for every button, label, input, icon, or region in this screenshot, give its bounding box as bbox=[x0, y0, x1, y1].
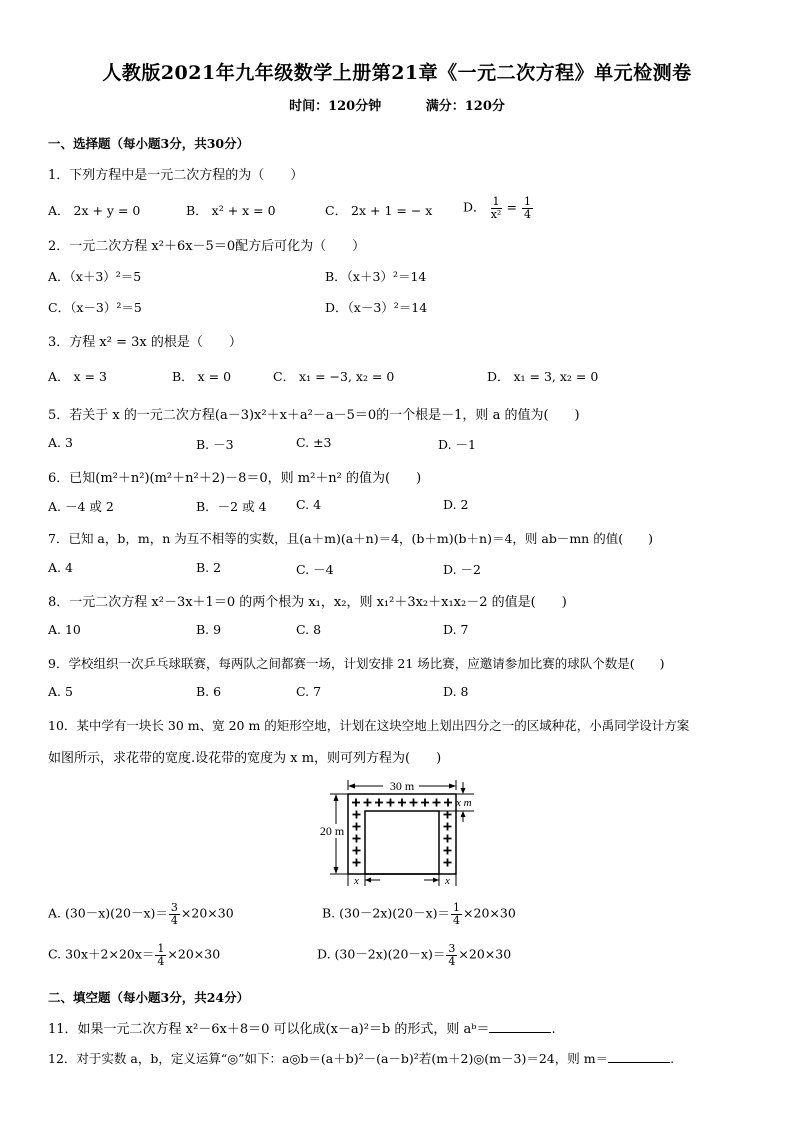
flower-mark bbox=[444, 823, 452, 831]
garden-figure bbox=[318, 776, 478, 888]
flower-mark bbox=[364, 799, 372, 807]
q5-option-b: B. －3 bbox=[196, 437, 234, 452]
question-10-stem-line1: 10．某中学有一块长 30 m、宽 20 m 的矩形空地，计划在这块空地上划出四分之一的区域种花，小禹同学设计方案 bbox=[48, 718, 690, 733]
section-heading-choice: 一、选择题（每小题3分，共30分） bbox=[48, 136, 250, 151]
question-9-stem: 9．学校组织一次乒乓球联赛，每两队之间都赛一场，计划安排 21 场比赛，应邀请参加比赛的球队个数是( ) bbox=[48, 656, 665, 671]
q2-option-a: A．（x＋3）²＝5 bbox=[48, 269, 142, 284]
q1-d-fraction-1: $\frac{1}{\text{x²}}$ bbox=[490, 195, 502, 221]
flower-mark bbox=[352, 799, 360, 807]
q6-option-c: C. 4 bbox=[296, 497, 322, 512]
q5-option-d: D. －1 bbox=[438, 437, 476, 452]
q10-option-d: D. (30－2x)(20－x)＝ $\frac{3}{4}$ ×20×30 bbox=[317, 942, 512, 968]
flower-mark bbox=[421, 799, 429, 807]
q2-option-d: D．（x－3）²＝14 bbox=[325, 300, 428, 315]
q10-option-b: B. (30－2x)(20－x)＝ $\frac{1}{4}$ ×20×30 bbox=[322, 901, 516, 927]
q3-option-b: B． x = 0 bbox=[172, 369, 232, 384]
question-1-stem: 1．下列方程中是一元二次方程的为（ ） bbox=[48, 168, 304, 183]
section-heading-fill-in: 二、填空题（每小题3分，共24分） bbox=[48, 990, 250, 1005]
q6-option-d: D. 2 bbox=[443, 497, 469, 512]
exam-time: 时间：120分钟 bbox=[289, 99, 382, 114]
q1-option-a: A． 2x + y = 0 bbox=[48, 203, 141, 218]
flower-mark bbox=[353, 811, 361, 819]
flower-band-marks bbox=[352, 799, 452, 867]
page-title: 人教版2021年九年级数学上册第21章《一元二次方程》单元检测卷 bbox=[102, 62, 692, 84]
q10-option-c: C. 30x＋2×20x＝ $\frac{1}{4}$ ×20×30 bbox=[48, 942, 221, 968]
question-3-stem: 3．方程 x² = 3x 的根是（ ） bbox=[48, 335, 242, 350]
q10-d-fraction: $\frac{3}{4}$ bbox=[448, 942, 456, 968]
q8-option-b: B. 9 bbox=[196, 622, 222, 637]
q10-option-a: A. (30－x)(20－x)＝ $\frac{3}{4}$ ×20×30 bbox=[48, 901, 234, 927]
flower-mark bbox=[353, 835, 361, 843]
q12-answer-blank[interactable] bbox=[608, 1050, 670, 1063]
flower-mark bbox=[398, 799, 406, 807]
question-7-stem: 7．已知 a，b，m，n 为互不相等的实数，且(a＋m)(a＋n)＝4，(b＋m)(b＋n)＝4，则 ab－mn 的值( ) bbox=[48, 531, 653, 546]
flower-mark bbox=[444, 847, 452, 855]
flower-mark bbox=[410, 799, 418, 807]
flower-mark bbox=[444, 835, 452, 843]
q1-d-fraction-2: $\frac{1}{4}$ bbox=[523, 195, 531, 221]
q10-a-fraction: $\frac{3}{4}$ bbox=[170, 901, 178, 927]
q9-option-c: C. 7 bbox=[296, 684, 322, 699]
q2-option-b: B．（x＋3）²＝14 bbox=[325, 269, 427, 284]
q9-option-d: D. 8 bbox=[443, 684, 469, 699]
flower-mark bbox=[353, 859, 361, 867]
question-10-stem-line2: 如图所示，求花带的宽度.设花带的宽度为 x m，则可列方程为( ) bbox=[48, 751, 442, 766]
q6-option-a: A. －4 或 2 bbox=[48, 499, 114, 514]
q1-option-c: C． 2x + 1 = − x bbox=[325, 203, 433, 218]
question-11: 11．如果一元二次方程 x²－6x＋8＝0 可以化成(x－a)²＝b 的形式，则 aᵇ＝ . bbox=[48, 1022, 556, 1037]
q3-option-d: D． x₁ = 3, x₂ = 0 bbox=[487, 369, 599, 384]
q8-option-a: A. 10 bbox=[48, 622, 81, 637]
question-12: 12．对于实数 a，b，定义运算“◎”如下：a◎b＝(a＋b)²－(a－b)²若(m＋2)◎(m－3)＝24，则 m＝ . bbox=[48, 1051, 675, 1066]
exam-info bbox=[0, 95, 794, 114]
question-6-stem: 6．已知(m²＋n²)(m²＋n²＋2)－8＝0，则 m²＋n² 的值为( ) bbox=[48, 471, 422, 486]
fig-label-xm: x m bbox=[456, 797, 472, 809]
question-5-stem: 5．若关于 x 的一元二次方程(a－3)x²＋x＋a²－a－5＝0的一个根是－1，则 a 的值为( ) bbox=[48, 408, 580, 423]
fig-label-20m: 20 m bbox=[319, 824, 345, 838]
fig-label-x-left: x bbox=[354, 875, 359, 887]
q7-option-d: D. －2 bbox=[443, 562, 481, 577]
flower-mark bbox=[353, 847, 361, 855]
question-2-stem: 2．一元二次方程 x²＋6x－5＝0配方后可化为（ ） bbox=[48, 239, 366, 254]
q11-answer-blank[interactable] bbox=[489, 1020, 551, 1033]
q1-option-b: B． x² + x = 0 bbox=[186, 203, 276, 218]
q9-option-a: A. 5 bbox=[48, 684, 73, 699]
flower-mark bbox=[433, 799, 441, 807]
flower-mark bbox=[353, 823, 361, 831]
q8-option-c: C. 8 bbox=[296, 622, 322, 637]
flower-mark bbox=[387, 799, 395, 807]
q3-option-c: C． x₁ = −3, x₂ = 0 bbox=[273, 369, 395, 384]
fig-label-x-right: x bbox=[445, 875, 450, 887]
question-8-stem: 8．一元二次方程 x²－3x＋1＝0 的两个根为 x₁，x₂，则 x₁²＋3x₂＋x₁x₂－2 的值是( ) bbox=[48, 595, 567, 610]
q7-option-a: A. 4 bbox=[48, 560, 73, 575]
q9-option-b: B. 6 bbox=[196, 684, 222, 699]
flower-mark bbox=[444, 811, 452, 819]
q2-option-c: C．（x－3）²＝5 bbox=[48, 300, 142, 315]
fig-label-30m: 30 m bbox=[389, 779, 415, 793]
q10-b-fraction: $\frac{1}{4}$ bbox=[453, 901, 461, 927]
q1-option-d: D． $\frac{1}{\text{x²}}$ = $\frac{1}{4}$ bbox=[463, 195, 531, 221]
flower-mark bbox=[375, 799, 383, 807]
q8-option-d: D. 7 bbox=[443, 622, 469, 637]
q3-option-a: A． x = 3 bbox=[48, 369, 107, 384]
q7-option-c: C. －4 bbox=[296, 562, 334, 577]
flower-mark bbox=[444, 859, 452, 867]
q7-option-b: B. 2 bbox=[196, 560, 222, 575]
q10-c-fraction: $\frac{1}{4}$ bbox=[157, 942, 165, 968]
q6-option-b: B．－2 或 4 bbox=[196, 499, 267, 514]
q5-option-a: A. 3 bbox=[48, 435, 73, 450]
q5-option-c: C. ±3 bbox=[296, 435, 332, 450]
exam-score: 满分：120分 bbox=[425, 99, 505, 114]
flower-mark bbox=[444, 799, 452, 807]
